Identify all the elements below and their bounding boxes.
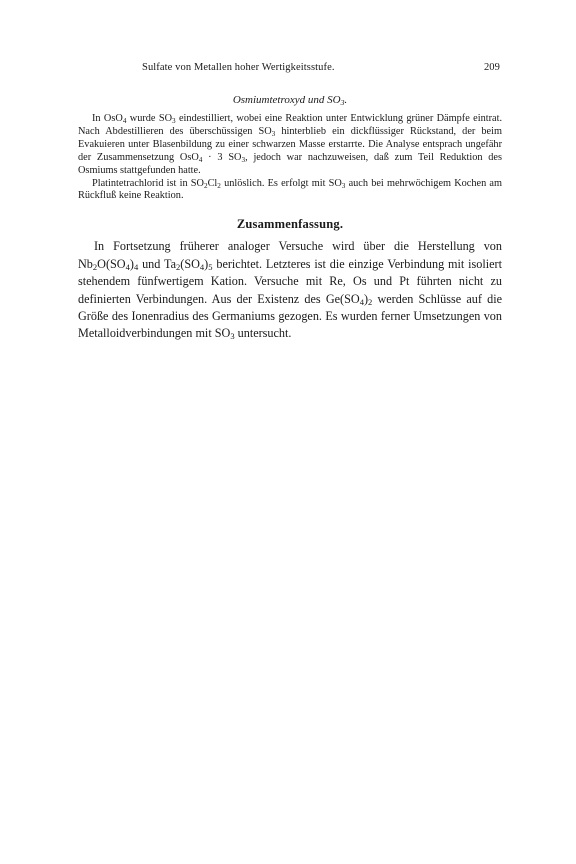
text-run: ): [204, 256, 209, 271]
subscript: 5: [208, 261, 213, 272]
text-run: In OsO: [92, 113, 123, 124]
summary-paragraph: [78, 238, 502, 342]
page-number: 209: [483, 62, 500, 73]
page: [78, 62, 502, 343]
text-run: Platintetrachlorid ist in SO: [92, 177, 204, 189]
text-run: ): [363, 291, 369, 306]
text-run: auch bei mehrwöchigem Kochen am Rückfluß keine Reaktion.: [78, 177, 502, 202]
text-run: berichtet. Letzteres ist die einzige Verbindung mit isoliert stehendem fünfwertigem Kation. Versuche mit Re, Os und Pt führten nicht zu definierten Verbindungen. Aus der Existenz des Ge(SO: [78, 256, 502, 306]
text-run: hinterblieb ein dickflüssiger Rückstand, der beim Evakuieren unter Blasenbildung zu einer schwarzen Masse erstarrte. Die Analyse entsprach ungefähr der Zusammensetzung OsO: [78, 125, 502, 163]
paragraph-osmium: [78, 113, 502, 178]
subscript: 2: [368, 296, 373, 307]
text-run: wurde SO: [126, 113, 173, 124]
text-run: unlöslich. Es erfolgt mit SO: [220, 177, 342, 189]
subscript: 2: [176, 261, 181, 272]
subscript: 4: [359, 296, 364, 307]
subscript: 2: [203, 181, 208, 190]
text-run: eindestilliert, wobei eine Reaktion unter Entwicklung grüner Dämpfe eintrat. Nach Abdestillieren des überschüssigen SO: [78, 113, 503, 137]
subscript: 2: [217, 181, 221, 190]
text-run: untersucht.: [234, 326, 292, 341]
text-run: (SO: [180, 256, 200, 271]
subscript: 3: [340, 98, 345, 107]
subscript: 4: [122, 117, 127, 125]
summary: [78, 238, 502, 342]
subscript: 4: [199, 261, 205, 272]
subscript: 2: [92, 261, 98, 272]
subscript: 3: [241, 155, 246, 164]
subsection-title: [78, 94, 502, 109]
running-head: Sulfate von Metallen hoher Wertigkeitsstufe.: [142, 62, 335, 73]
subscript: 3: [172, 117, 176, 125]
subscript: 4: [125, 261, 130, 272]
subscript: 4: [198, 155, 203, 164]
text-run: In Fortsetzung früherer analoger Versuche wird über die Herstellung von Nb: [78, 239, 502, 271]
text-run: und Ta: [138, 256, 176, 271]
subscript: 3: [341, 181, 346, 190]
text-run: Cl: [207, 177, 218, 189]
subscript: 3: [271, 129, 276, 138]
subsection-title-text: Osmiumtetroxyd und SO: [232, 94, 341, 106]
text-run: , jedoch war nachzuweisen, daß zum Teil Reduktion des Osmiums stattgefunden hatte.: [78, 151, 502, 176]
text-run: ): [129, 256, 134, 271]
subsection-title-end: .: [344, 94, 348, 106]
experimental-text: [78, 113, 502, 203]
text-run: werden Schlüsse auf die Größe des Ionenradius des Germaniums gezogen. Es wurden ferner Umsetzungen von Metalloidverbindungen mit SO: [78, 291, 502, 341]
text-run: · 3 SO: [202, 151, 242, 163]
text-run: O(SO: [97, 256, 126, 271]
subscript: 4: [133, 261, 139, 272]
subscript: 3: [230, 331, 235, 342]
paragraph-platinum: [78, 178, 502, 204]
page-header: [78, 62, 502, 78]
section-title: Zusammenfassung.: [236, 217, 344, 232]
